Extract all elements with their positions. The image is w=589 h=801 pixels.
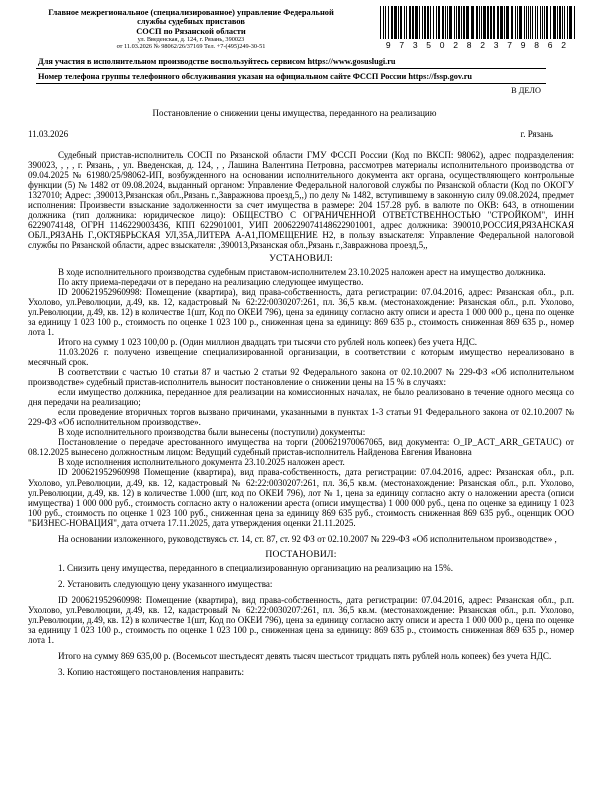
barcode-bar xyxy=(487,6,489,39)
barcode-bar xyxy=(419,6,420,39)
document-title: Постановление о снижении цены имущества, переданного на реализацию xyxy=(152,108,437,118)
address-line-1: ул. Введенская, д. 124, г. Рязань, 390023 xyxy=(137,36,245,43)
barcode-bar xyxy=(511,6,513,39)
barcode-bar xyxy=(404,6,405,39)
v-delo-mark: В ДЕЛО xyxy=(511,86,541,95)
authority-line-3: СОСП по Рязанской области xyxy=(136,26,246,36)
intro-paragraph: Судебный пристав-исполнитель СОСП по Рязанской области ГМУ ФССП России (Код по ВКСП: 98062), адрес подразделения: 390023, , , , г. Рязань, , ул. Введенская, д. 124, , , Лашина Валентина Петровна, рассмотрев материалы исполнительного производства от 09.04.2025 № 61980/25/98062-ИП, возбужденного на основании исполнительного документа акт органа, осуществляющего контрольные функции (5) № 1482 от 09.08.2024, выданный органом: Управление Федеральной налоговой службы по Рязанской области (Код по ОКОГУ 1327010; Адрес: ,390013,Рязанская обл.,Рязань г.,Завражнова проезд,5,,) по делу № 1482, вступившему в законную силу 09.08.2024, предмет исполнения: Произвести взыскание задолженности за счет имущества в размере: 204 157.28 руб. в валюте по ОКВ: 643, в отношении должника (тип должника: юридическое лицо): ОБЩЕСТВО С ОГРАНИЧЕННОЙ ОТВЕТСТВЕННОСТЬЮ "СТРОЙКОМ", ИНН 6229074148, ОГРН 1146229003436, КПП 622901001, УИП 2006229074148622901001, адрес должника: 390010,РОССИЯ,РЯЗАНСКАЯ ОБЛ.,РЯЗАНЬ Г.,ОКТЯБРЬСКАЯ УЛ,35А,ЛИТЕРА А-А1,ПОМЕЩЕНИЕ Н2, в пользу взыскателя: Управление Федеральной налоговой службы по Рязанской области, адрес взыскателя: ,390013,Рязанская обл.,Рязань г.,Завражнова проезд,5,, xyxy=(28,150,574,251)
barcode-bar xyxy=(515,6,516,39)
barcode-bar xyxy=(569,6,572,39)
property-item: ID 200621952960998: Помещение (квартира), вид права-собственность, дата регистрации: 07.04.2016, адрес: Рязанская обл., р.п. Ухолово, ул.Революции, д.49, кв. 12, кадастровый № 62:22:0030207:261, пл. 36,5 кв.м. (местонахождение: Рязанская обл., р.п. Ухолово, ул.Революции, д.49, кв. 12) в количестве 1(шт, Код по ОКЕИ 796), цена за единицу согласно акту описи и ареста 1 000 000 р., цена по оценке за единицу 1 023 100 р., стоимость по оценке 1 023 100 р., сниженная цена за единицу: 869 635 р., стоимость сниженная 869 635 р., номер лота 1. xyxy=(28,594,574,646)
barcode-bar xyxy=(500,6,503,39)
barcode-bar xyxy=(562,6,563,39)
barcode-bar xyxy=(483,6,486,39)
header-divider-1 xyxy=(36,68,546,69)
document-body xyxy=(28,150,574,677)
barcode-bar xyxy=(530,6,531,39)
barcode-bar xyxy=(476,6,478,39)
barcode-bar xyxy=(542,6,543,39)
barcode-bar xyxy=(400,6,402,39)
barcode-bar xyxy=(412,6,414,39)
barcode-bar xyxy=(388,6,389,39)
barcode-bar xyxy=(574,6,575,39)
authority-address xyxy=(26,36,356,51)
barcode-bar xyxy=(532,6,533,39)
authority-line-2: службы судебных приставов xyxy=(137,17,245,27)
paragraph: если имущество должника, переданное для реализации на комиссионных началах, не было реализовано в течение одного месяца со дня передачи на реализацию; xyxy=(28,387,574,408)
barcode-bar xyxy=(550,6,551,39)
barcode-bar xyxy=(438,6,440,39)
barcode-bar xyxy=(415,6,418,39)
barcode-bar xyxy=(385,6,386,39)
paragraph: В соответствии с частью 10 статьи 87 и частью 2 статьи 92 Федерального закона от 02.10.2007 № 229-ФЗ «Об исполнительном производстве» судебный пристав-исполнитель выносит постановление о снижении цены на 15 % в случаях: xyxy=(28,366,574,388)
barcode-bar xyxy=(506,6,509,39)
barcode-bar xyxy=(471,6,474,39)
barcode-bar xyxy=(456,6,457,39)
address-line-2: от 11.03.2026 № 98062/26/37169 Тел. +7-(495)249-30-51 xyxy=(116,43,266,51)
paragraph: 11.03.2026 г. получено извещение специализированной организации, в соответствии с которым имущество нереализовано в месячный срок. xyxy=(28,346,574,367)
paragraph: В ходе исполнительного производства судебным приставом-исполнителем 23.10.2025 наложен арест на имущество должника. xyxy=(58,266,546,277)
barcode-bar xyxy=(559,6,561,39)
barcode-bar xyxy=(447,6,448,39)
barcode-bar xyxy=(544,6,545,39)
barcode-bar xyxy=(454,6,455,39)
barcode-bar xyxy=(461,6,462,39)
barcode-bar xyxy=(380,6,381,39)
paragraph: В ходе исполнения исполнительного документа 23.10.2025 наложен арест. xyxy=(58,457,345,468)
barcode-bar xyxy=(394,6,397,39)
barcode-bar xyxy=(553,6,556,39)
barcode-bar xyxy=(567,6,568,39)
barcode-bar xyxy=(564,6,565,39)
document-date: 11.03.2026 xyxy=(28,129,69,139)
resolution-item-3: 3. Копию настоящего постановления направить: xyxy=(58,667,244,678)
phone-notice: Номер телефона группы телефонного обслуживания указан на официальном сайте ФССП России https://fssp.gov.ru xyxy=(38,72,472,81)
barcode-bar xyxy=(517,6,518,39)
barcode-bar xyxy=(481,6,482,39)
barcode-bar xyxy=(479,6,480,39)
barcode-bar xyxy=(391,6,393,39)
barcode-bar xyxy=(406,6,407,39)
barcode-bar xyxy=(524,6,525,39)
barcode-bar xyxy=(442,6,444,39)
header-divider-2 xyxy=(36,83,546,84)
paragraph: В ходе исполнительного производства были вынесены (поступили) документы: xyxy=(58,427,366,438)
barcode-bar xyxy=(526,6,527,39)
barcode-bar xyxy=(398,6,399,39)
property-item: ID 200621952960998: Помещение (квартира), вид права-собственность, дата регистрации: 07.04.2016, адрес: Рязанская обл., р.п. Ухолово, ул.Революции, д.49, кв. 12, кадастровый № 62:22:0030207:261, пл. 36,5 кв.м. (местонахождение: Рязанская обл., р.п. Ухолово, ул.Революции, д.49, кв. 12) в количестве 1(шт, Код по ОКЕИ 796), цена за единицу согласно акту описи и ареста 1 000 000 р., цена по оценке за единицу 1 023 100 р., стоимость по оценке 1 023 100 р., сниженная цена за единицу: 869 635 р., стоимость сниженная 869 635 р., номер лота 1. xyxy=(28,286,574,337)
paragraph: Постановление о передаче арестованного имущества на торги (200621970067065, вид документа: O_IP_ACT_ARR_GETAUC) от 08.12.2025 вынесено должностным лицом: Ведущий судебный пристав-исполнитель Найденова Евгения Ивановна xyxy=(28,437,574,458)
document-barcode xyxy=(380,6,575,39)
issuing-authority xyxy=(26,8,356,36)
barcode-bar xyxy=(409,6,411,39)
property-item: ID 200621952960998 Помещение (квартира), вид права-собственность, дата регистрации: 07.04.2016, адрес: Рязанская обл., р.п. Ухолово, ул.Революции, д.49, кв. 12, кадастровый № 62:22:0030207:261, пл. 36,5 кв.м. (местонахождение: Рязанская обл., р.п. Ухолово, ул.Революции, д.49, кв. 12) в количестве 1.000 (шт, код по ОКЕИ 796), лот № 1, цена за единицу согласно акту о наложении ареста (описи имущества) 1 000 000 руб., стоимость согласно акту о наложении ареста (описи имущества) 1 000 000 руб., цена по оценке за единицу 1 023 100 руб., стоимость по оценке 1 023 100 руб., сниженная цена за единицу 869 635 руб., стоимость сниженная 869 635 руб., оценщик ООО "БИЗНЕС-НОВАЦИЯ", дата отчета 17.11.2025, дата утверждения оценки 21.11.2025. xyxy=(28,467,574,528)
barcode-bar xyxy=(463,6,465,39)
gosuslugi-notice: Для участия в исполнительном производстве воспользуйтесь сервисом https://www.gosuslugi.ru xyxy=(38,57,396,66)
barcode-bar xyxy=(557,6,558,39)
paragraph: Итого на сумму 1 023 100,00 р. (Один миллион двадцать три тысячи сто рублей ноль копеек) без учета НДС. xyxy=(58,336,478,347)
barcode-bar xyxy=(493,6,495,39)
section-established-title: УСТАНОВИЛ: xyxy=(269,253,333,265)
barcode-bar xyxy=(504,6,505,39)
barcode-bar xyxy=(430,6,431,39)
barcode-bar xyxy=(383,6,384,39)
section-resolved-title: ПОСТАНОВИЛ: xyxy=(265,548,337,560)
barcode-number: 9 7 3 5 0 2 8 2 3 7 9 8 6 2 xyxy=(385,40,570,50)
barcode-bar xyxy=(540,6,541,39)
barcode-bar xyxy=(535,6,536,39)
paragraph: Итого на сумму 869 635,00 р. (Восемьсот шестьдесят девять тысяч шестьсот тридцать пять рублей ноль копеек) без учета НДС. xyxy=(58,651,552,662)
barcode-bar xyxy=(445,6,446,39)
barcode-bar xyxy=(436,6,437,39)
barcode-bar xyxy=(546,6,548,39)
document-city: г. Рязань xyxy=(520,129,553,139)
barcode-bar xyxy=(519,6,522,39)
barcode-bar xyxy=(497,6,499,39)
barcode-bar xyxy=(537,6,538,39)
barcode-bar xyxy=(422,6,423,39)
barcode-bar xyxy=(490,6,492,39)
barcode-bar xyxy=(458,6,460,39)
paragraph: На основании изложенного, руководствуясь ст. 14, ст. 87, ст. 92 ФЗ от 02.10.2007 № 229-ФЗ «Об исполнительном производстве» , xyxy=(58,533,557,544)
barcode-bar xyxy=(424,6,426,39)
barcode-bar xyxy=(433,6,434,39)
paragraph: По акту приема-передачи от в передано на реализацию следующее имущество. xyxy=(58,276,364,287)
resolution-item-2: 2. Установить следующую цену указанного имущества: xyxy=(58,578,273,589)
barcode-bar xyxy=(528,6,529,39)
barcode-bar xyxy=(427,6,429,39)
barcode-bar xyxy=(466,6,469,39)
paragraph: если проведение вторичных торгов вызвано причинами, указанными в пунктах 1-3 статьи 91 Федерального закона от 02.10.2007 № 229-ФЗ «Об исполнительном производстве». xyxy=(28,407,574,428)
authority-line-1: Главное межрегиональное (специализированное) управление Федеральной xyxy=(48,8,334,17)
barcode-bar xyxy=(449,6,452,39)
resolution-item-1: 1. Снизить цену имущества, переданного в специализированную организацию на реализацию на 15%. xyxy=(58,562,453,573)
